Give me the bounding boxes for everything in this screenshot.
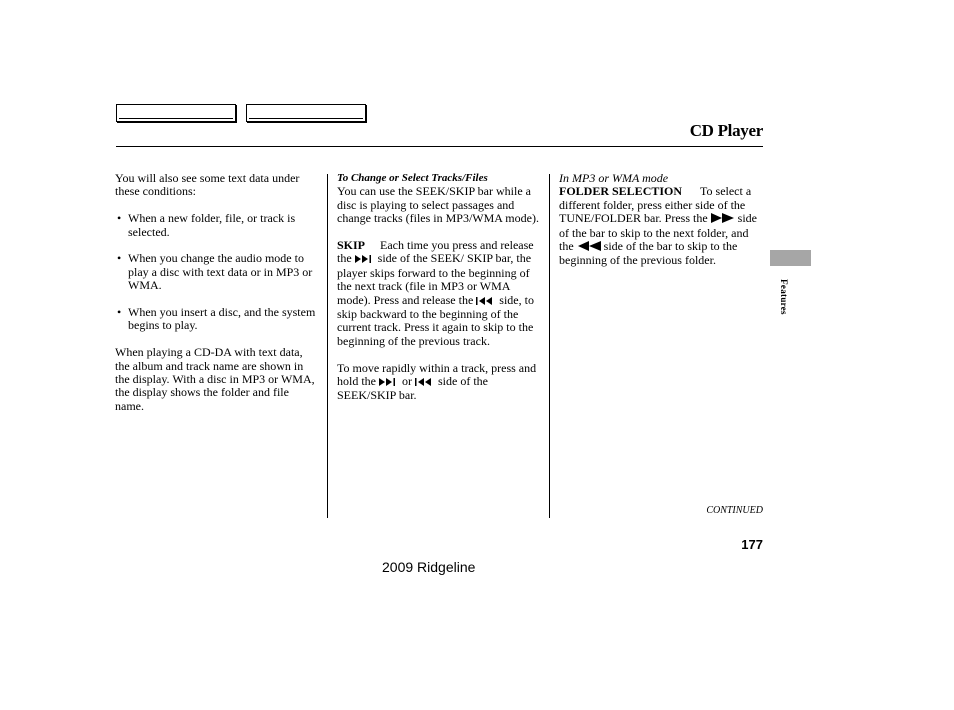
column-divider-1 (327, 174, 328, 518)
header-tab-box-2 (246, 104, 366, 122)
list-item: • When you insert a disc, and the system begins to play. (115, 306, 320, 333)
section-label: Features (778, 279, 789, 315)
display-paragraph: When playing a CD-DA with text data, the album and track name are shown in the display. With a disc in MP3 or WMA, the display shows the folder and file name. (115, 345, 315, 413)
column-1 (115, 172, 320, 427)
folder-forward-icon (711, 213, 735, 226)
page-title: CD Player (689, 121, 763, 140)
folder-text-a: To select a different folder, press either side of the TUNE/FOLDER bar. Press the (559, 184, 752, 226)
conditions-list (115, 212, 320, 333)
skip-back-icon (476, 295, 496, 308)
title-rule (116, 146, 763, 147)
column-2 (337, 172, 543, 416)
header-tab-box-1 (116, 104, 236, 122)
move-text-a: To move rapidly within a track, press and hold the (337, 360, 537, 389)
folder-back-icon (577, 241, 601, 254)
section-tab-marker (770, 250, 811, 266)
footer-model: 2009 Ridgeline (382, 559, 476, 575)
folder-paragraph (559, 185, 764, 267)
skip-paragraph (337, 239, 543, 348)
skip-forward-icon (379, 376, 399, 389)
skip-label: SKIP (337, 238, 366, 253)
seek-skip-paragraph: You can use the SEEK/SKIP bar while a disc is playing to select passages and change tracks (files in MP3/WMA mode). (337, 184, 539, 226)
folder-text-b: side of the bar to skip to the next folder, and the (559, 211, 757, 254)
skip-back-icon (415, 376, 435, 389)
section-subheading: To Change or Select Tracks/Files (337, 172, 488, 184)
list-item: • When a new folder, file, or track is selected. (115, 212, 320, 239)
column-3 (559, 172, 764, 281)
continued-label: CONTINUED (706, 505, 763, 516)
skip-text-a: Each time you press and release the (337, 238, 534, 266)
folder-text-c: side of the bar to skip to the beginning of the previous folder. (559, 239, 738, 268)
column-divider-2 (549, 174, 550, 518)
skip-text-b: side of the SEEK/ SKIP bar, the player skips forward to the beginning of the next track (file in MP3 or WMA mode). Press and release the (337, 251, 532, 307)
skip-forward-icon (355, 253, 375, 266)
skip-text-c: side, to skip backward to the beginning of the current track. Press it again to skip to the beginning of the previous track. (337, 292, 534, 348)
folder-selection-label: FOLDER SELECTION (559, 184, 683, 199)
rapid-move-paragraph (337, 362, 543, 403)
intro-paragraph: You will also see some text data under these conditions: (115, 171, 300, 199)
page-number: 177 (741, 537, 763, 552)
mode-label: In MP3 or WMA mode (559, 171, 669, 185)
move-text-or: or (402, 374, 412, 389)
list-item: • When you change the audio mode to play a disc with text data or in MP3 or WMA. (115, 252, 320, 292)
move-text-b: side of the SEEK/SKIP bar. (337, 374, 488, 403)
